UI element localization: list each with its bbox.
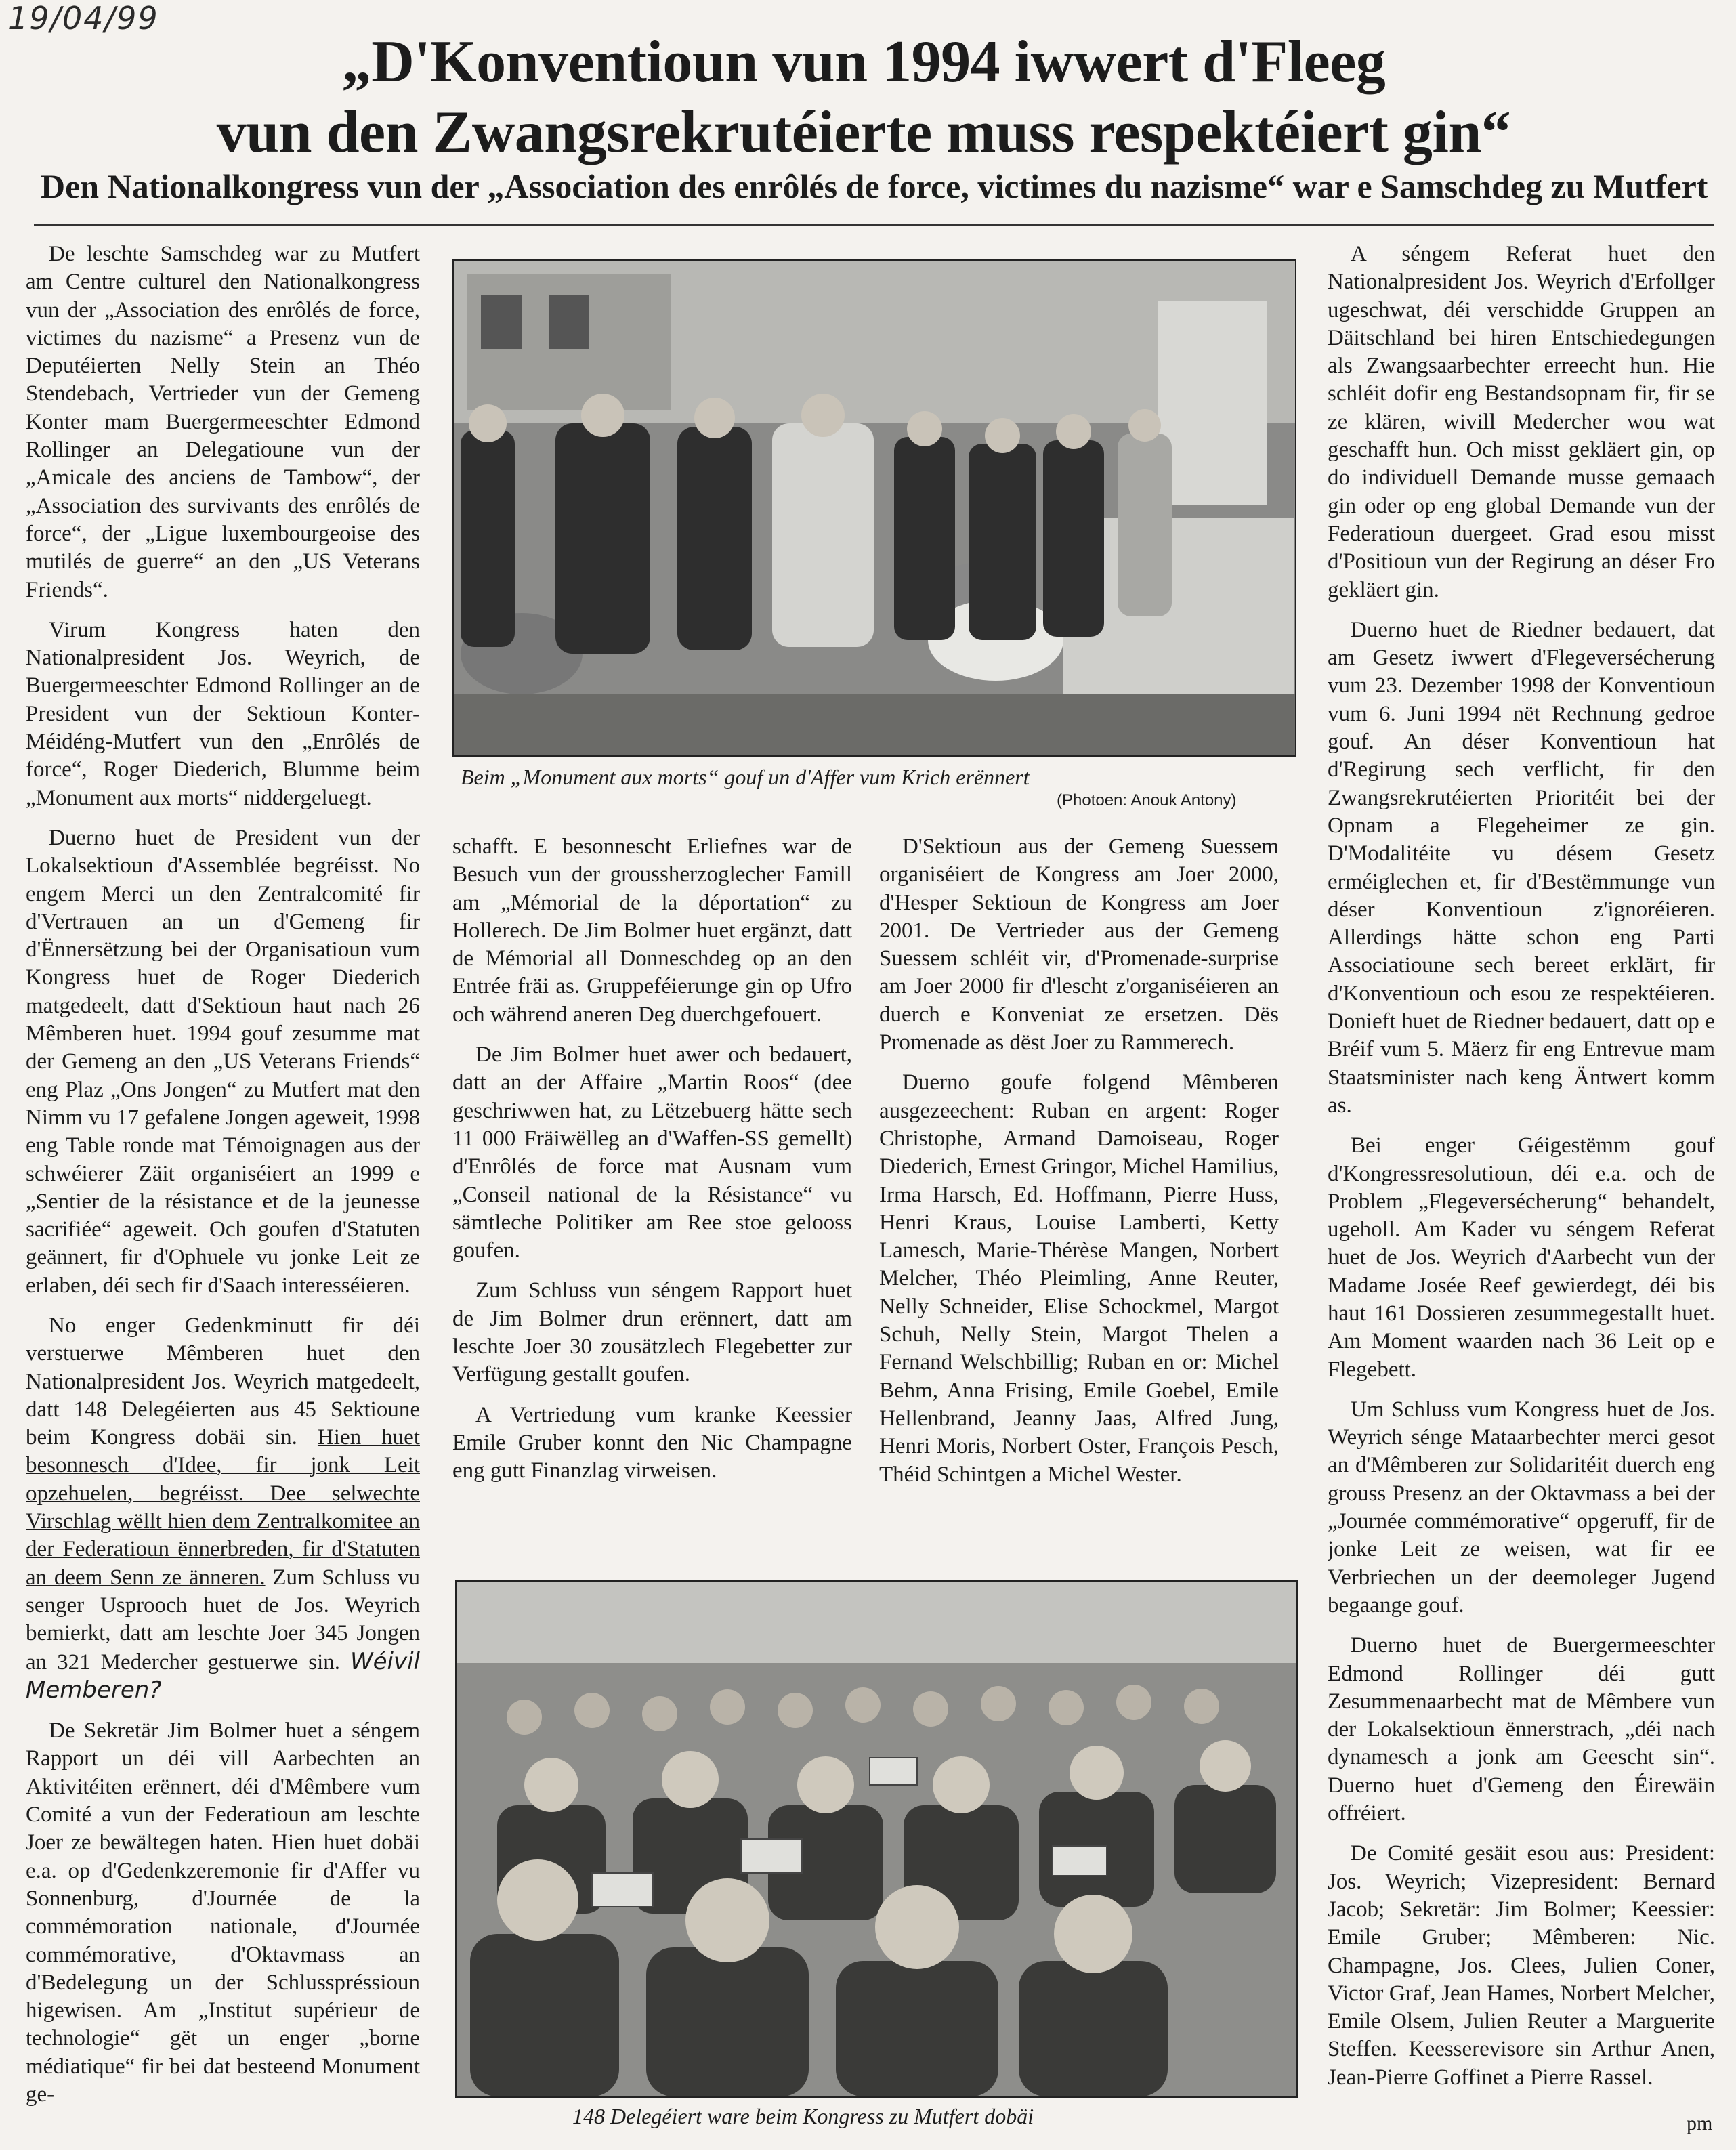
photo-congress-delegates — [455, 1580, 1298, 2098]
date-handwriting: 19/04/99 — [8, 0, 159, 37]
headline — [41, 27, 1687, 168]
col3-paragraph-2: Duerno goufe folgend Mêmberen ausgezeechent: Ruban en argent: Roger Christophe, Armand Damoiseau, Roger Diederich, Ernest Gringor, Michel Hamilius, Irma Harsch, Ed. Hoffmann, Pierre Huss, Henri Kraus, Louise Lamberti, Ketty Lamesch, Marie-Thérèse Mangen, Norbert Melcher, Théo Pleimling, Anne Reuter, Nelly Schneider, Elise Schockmel, Margot Schuh, Nelly Stein, Margot Thelen a Fernand Welschbillig; Ruban en or: Michel Behm, Anna Frising, Emile Goebel, Emile Hellenbrand, Jeanny Jaas, Alfred Jung, Henri Moris, Norbert Oster, François Pesch, Théid Schintgen a Michel Wester. — [879, 1070, 1279, 1487]
col1-p4-b-underlined: Hien huet besonnesch d'Idee, fir jonk Leit opzehuelen, begréisst. Dee selwechte Virschlag wëllt hien dem Zentralkomitee an der Federatioun ënnerbreden, fir d'Statuten an deem Senn ze änneren. — [26, 1425, 420, 1590]
headline-line-2: vun den Zwangsrekrutéierte muss respektéiert gin“ — [216, 100, 1511, 165]
photo-credit: (Photoen: Anouk Antony) — [1057, 791, 1237, 809]
headline-line-1: „D'Konventioun vun 1994 iwwert d'Fleeg — [341, 29, 1386, 95]
col2-paragraph-1: schafft. E besonnescht Erliefnes war de Besuch vun der groussherzoglecher Famill am „Mémorial de la déportation“ zu Hollerech. De Jim Bolmer huet ergänzt, datt de Mémorial all Donneschdeg op an den Entrée fräi as. Gruppeféierunge gin op Ufro och während aneren Deg duerchgefouert. — [452, 835, 852, 1027]
photo-monument-ceremony — [452, 259, 1296, 757]
column-3 — [879, 833, 1279, 1565]
photo-congress-graphic — [457, 1582, 1296, 2096]
photo-monument-graphic — [454, 261, 1295, 755]
col2-paragraph-4: A Vertriedung vum kranke Keessier Emile Gruber konnt den Nic Champagne eng gutt Finanzlag virweisen. — [452, 1402, 852, 1483]
col4-paragraph-6: De Comité gesäit esou aus: President: Jos. Weyrich; Vizepresident: Bernard Jacob; Sekretär: Jim Bolmer; Keessier: Emile Gruber; Mêmberen: Nic. Champagne, Jos. Clees, Julien Coner, Victor Graf, Jean Hames, Norbert Melcher, Emile Olsem, Julien Reuter a Marguerite Steffen. Keesserevisore sin Arthur Anen, Jean-Pierre Goffinet a Pierre Rassel. — [1328, 1841, 1715, 2090]
subheadline: Den Nationalkongress vun der „Association des enrôlés de force, victimes du nazisme“ war e Samschdeg zu Mutfert — [41, 167, 1708, 205]
column-1 — [26, 240, 420, 2137]
col1-paragraph-2: Virum Kongress haten den Nationalpresident Jos. Weyrich, de Buergermeeschter Edmond Rollinger an de President vun der Sektioun Konter-Méidéng-Mutfert vun den „Enrôlés de force“, Roger Diederich, Blumme beim „Monument aux morts“ niddergeluegt. — [26, 617, 420, 810]
col1-p4-c: Zum Schluss vu senger Usprooch huet de Jos. Weyrich bemierkt, datt am leschte Joer 345 Jongen an 321 Medercher gestuerwe sin. — [26, 1565, 420, 1674]
col4-paragraph-1: A séngem Referat huet den Nationalpresident Jos. Weyrich d'Erfollger ugeschwat, déi verschidde Gruppen an Däitschland bei hiren Entschiedegungen als Zwangsaarbechter erreecht hun. Hie schléit dofir eng Bestandsopnam fir, fir se ze klären, wivill Medercher wou wat geschafft hun. Och misst gekläert gin, op do individuell Demande musse gemaach gin oder op eng global Demande vun der Federatioun duergeet. Grad esou misst d'Positioun vun der Regirung an déser Fro gekläert gin. — [1328, 242, 1715, 602]
handwritten-note: Wéivil Memberen? — [26, 1647, 420, 1704]
col2-paragraph-3: Zum Schluss vun séngem Rapport huet de Jim Bolmer drun erënnert, datt am leschte Joer 30 zousätzlech Flegebetter zur Verfügung gestallt goufen. — [452, 1278, 852, 1387]
col4-paragraph-5: Duerno huet de Buergermeeschter Edmond Rollinger déi gutt Zesummenaarbecht mat de Mêmbere vun der Lokalsektioun ënnerstrach, „déi nach dynamesch a jonk am Geescht sin“. Duerno huet d'Gemeng den Éirewäin offréiert. — [1328, 1633, 1715, 1826]
col4-paragraph-2: Duerno huet de Riedner bedauert, dat am Gesetz iwwert d'Flegeversécherung vum 23. Dezember 1998 der Konventioun vum 6. Juni 1994 nët Rechnung gedroe gouf. An déser Konventioun hat d'Regirung sech verflicht, fir den Zwangsrekrutéierten Prioritéit bei der Opnam a Flegeheimer ze gin. D'Modalitéite vu désem Gesetz erméiglechen et, fir d'Bestëmmunge vun déser Konventioun z'ignoréieren. Allerdings hätte schon eng Parti Associatioune sech bereet erklärt, fir d'Konventioun och esou ze respektéieren. Donieft huet de Riedner bedauert, datt op e Bréif vum 5. Mäerz fir eng Entrevue mam Staatsminister nach keng Äntwert komm as. — [1328, 617, 1715, 1118]
col1-paragraph-5: De Sekretär Jim Bolmer huet a séngem Rapport un déi vill Aarbechten an Aktivitéiten erënnert, déi d'Mêmbere vum Comité a vun der Federatioun am leschte Joer ze bewältegen haten. Hien huet dobäi e.a. op d'Gedenkzeremonie fir d'Affer vu Sonnenburg, d'Journée de la commémoration nationale, d'Journée commémorative, d'Oktavmass an d'Bedelegung un der Schlusspréssioun higewisen. Am „Institut supérieur de technologie“ gët un enger „borne médiatique“ fir bei dat besteend Monument ge- — [26, 1719, 420, 2107]
column-4 — [1328, 240, 1715, 2117]
photo2-caption: 148 Delegéiert ware beim Kongress zu Mutfert dobäi — [572, 2104, 1034, 2128]
author-signature: pm — [1687, 2112, 1713, 2134]
column-2 — [452, 833, 852, 1565]
col1-p4-a: No enger Gedenkminutt fir déi verstuerwe Mêmberen huet den Nationalpresident Jos. Weyrich matgedeelt, datt 148 Delegéierten aus 45 Sektioune beim Kongress dobäi sin. — [26, 1313, 420, 1450]
col1-paragraph-1: De leschte Samschdeg war zu Mutfert am Centre culturel den Nationalkongress vun der „Association des enrôlés de force, victimes du nazisme“ a Presenz vun de Deputéierten Nelly Stein an Théo Stendebach, Vertrieder vun der Gemeng Konter mam Buergermeeschter Edmond Rollinger an Delegatioune vun der „Amicale des anciens de Tambow“, der „Association des survivants des enrôlés de force“, der „Ligue luxembourgeoise des mutilés de guerre“ an den „US Veterans Friends“. — [26, 242, 420, 602]
photo1-caption: Beim „Monument aux morts“ gouf un d'Affer vum Krich erënnert — [461, 765, 1030, 789]
col4-paragraph-4: Um Schluss vum Kongress huet de Jos. Weyrich sénge Mataarbechter merci gesot an d'Mêmberen zur Solidaritéit duerch eng grouss Presenz an der Oktavmass a bei der „Journée commémorative“ opgeruff, fir de jonke Leit ze weisen, wat fir ee Verbriechen un der deemoleger Jugend begaange gouf. — [1328, 1397, 1715, 1618]
col3-paragraph-1: D'Sektioun aus der Gemeng Suessem organiséiert de Kongress am Joer 2000, d'Hesper Sektioun de Kongress am Joer 2001. De Vertrieder aus der Gemeng Suessem schléit vir, d'Promenade-surprise am Joer 2000 fir d'lescht z'organiséieren an duerch e Konveniat ze ersetzen. Dës Promenade as dëst Joer zu Rammerech. — [879, 835, 1279, 1055]
col1-paragraph-3: Duerno huet de President vun der Lokalsektioun d'Assemblée begréisst. No engem Merci un den Zentralcomité fir d'Vertrauen an un d'Gemeng fir d'Ënnersëtzung bei der Organisatioun vum Kongress huet de Roger Diederich matgedeelt, datt d'Sektioun haut nach 26 Mêmberen huet. 1994 gouf zesumme mat der Gemeng an den „US Veterans Friends“ eng Plaz „Ons Jongen“ zu Mutfert mat den Nimm vu 17 gefalene Jongen ageweit, 1998 eng Table ronde mat Témoignagen aus der schwéierer Zäit organiséiert an 1999 e „Sentier de la résistance et de la jeunesse sacrifiée“ ageweit. Och goufen d'Statuten geännert, fir d'Ophuele vu jonke Leit ze erlaben, déi sech fir d'Saach interesséieren. — [26, 825, 420, 1298]
col2-paragraph-2: De Jim Bolmer huet awer och bedauert, datt an der Affaire „Martin Roos“ (dee geschriwwen hat, zu Lëtzebuerg hätte sech 11 000 Fräiwëlleg an d'Waffen-SS gemellt) d'Enrôlés de force mat Ausnam vum „Conseil national de la Résistance“ vu sämtleche Politiker am Ree stoe gelooss goufen. — [452, 1042, 852, 1263]
col4-paragraph-3: Bei enger Géigestëmm gouf d'Kongressresolutioun, déi e.a. och de Problem „Flegeversécherung“ behandelt, ugeholl. Am Kader vu séngem Referat huet de Jos. Weyrich d'Aarbecht vun der Madame Josée Reef gewierdegt, déi bis haut 161 Dossieren zesummegestallt huet. Am Moment waarden nach 36 Leit op e Flegebett. — [1328, 1133, 1715, 1382]
header-rule — [34, 224, 1714, 226]
col1-paragraph-4 — [26, 1312, 420, 1705]
